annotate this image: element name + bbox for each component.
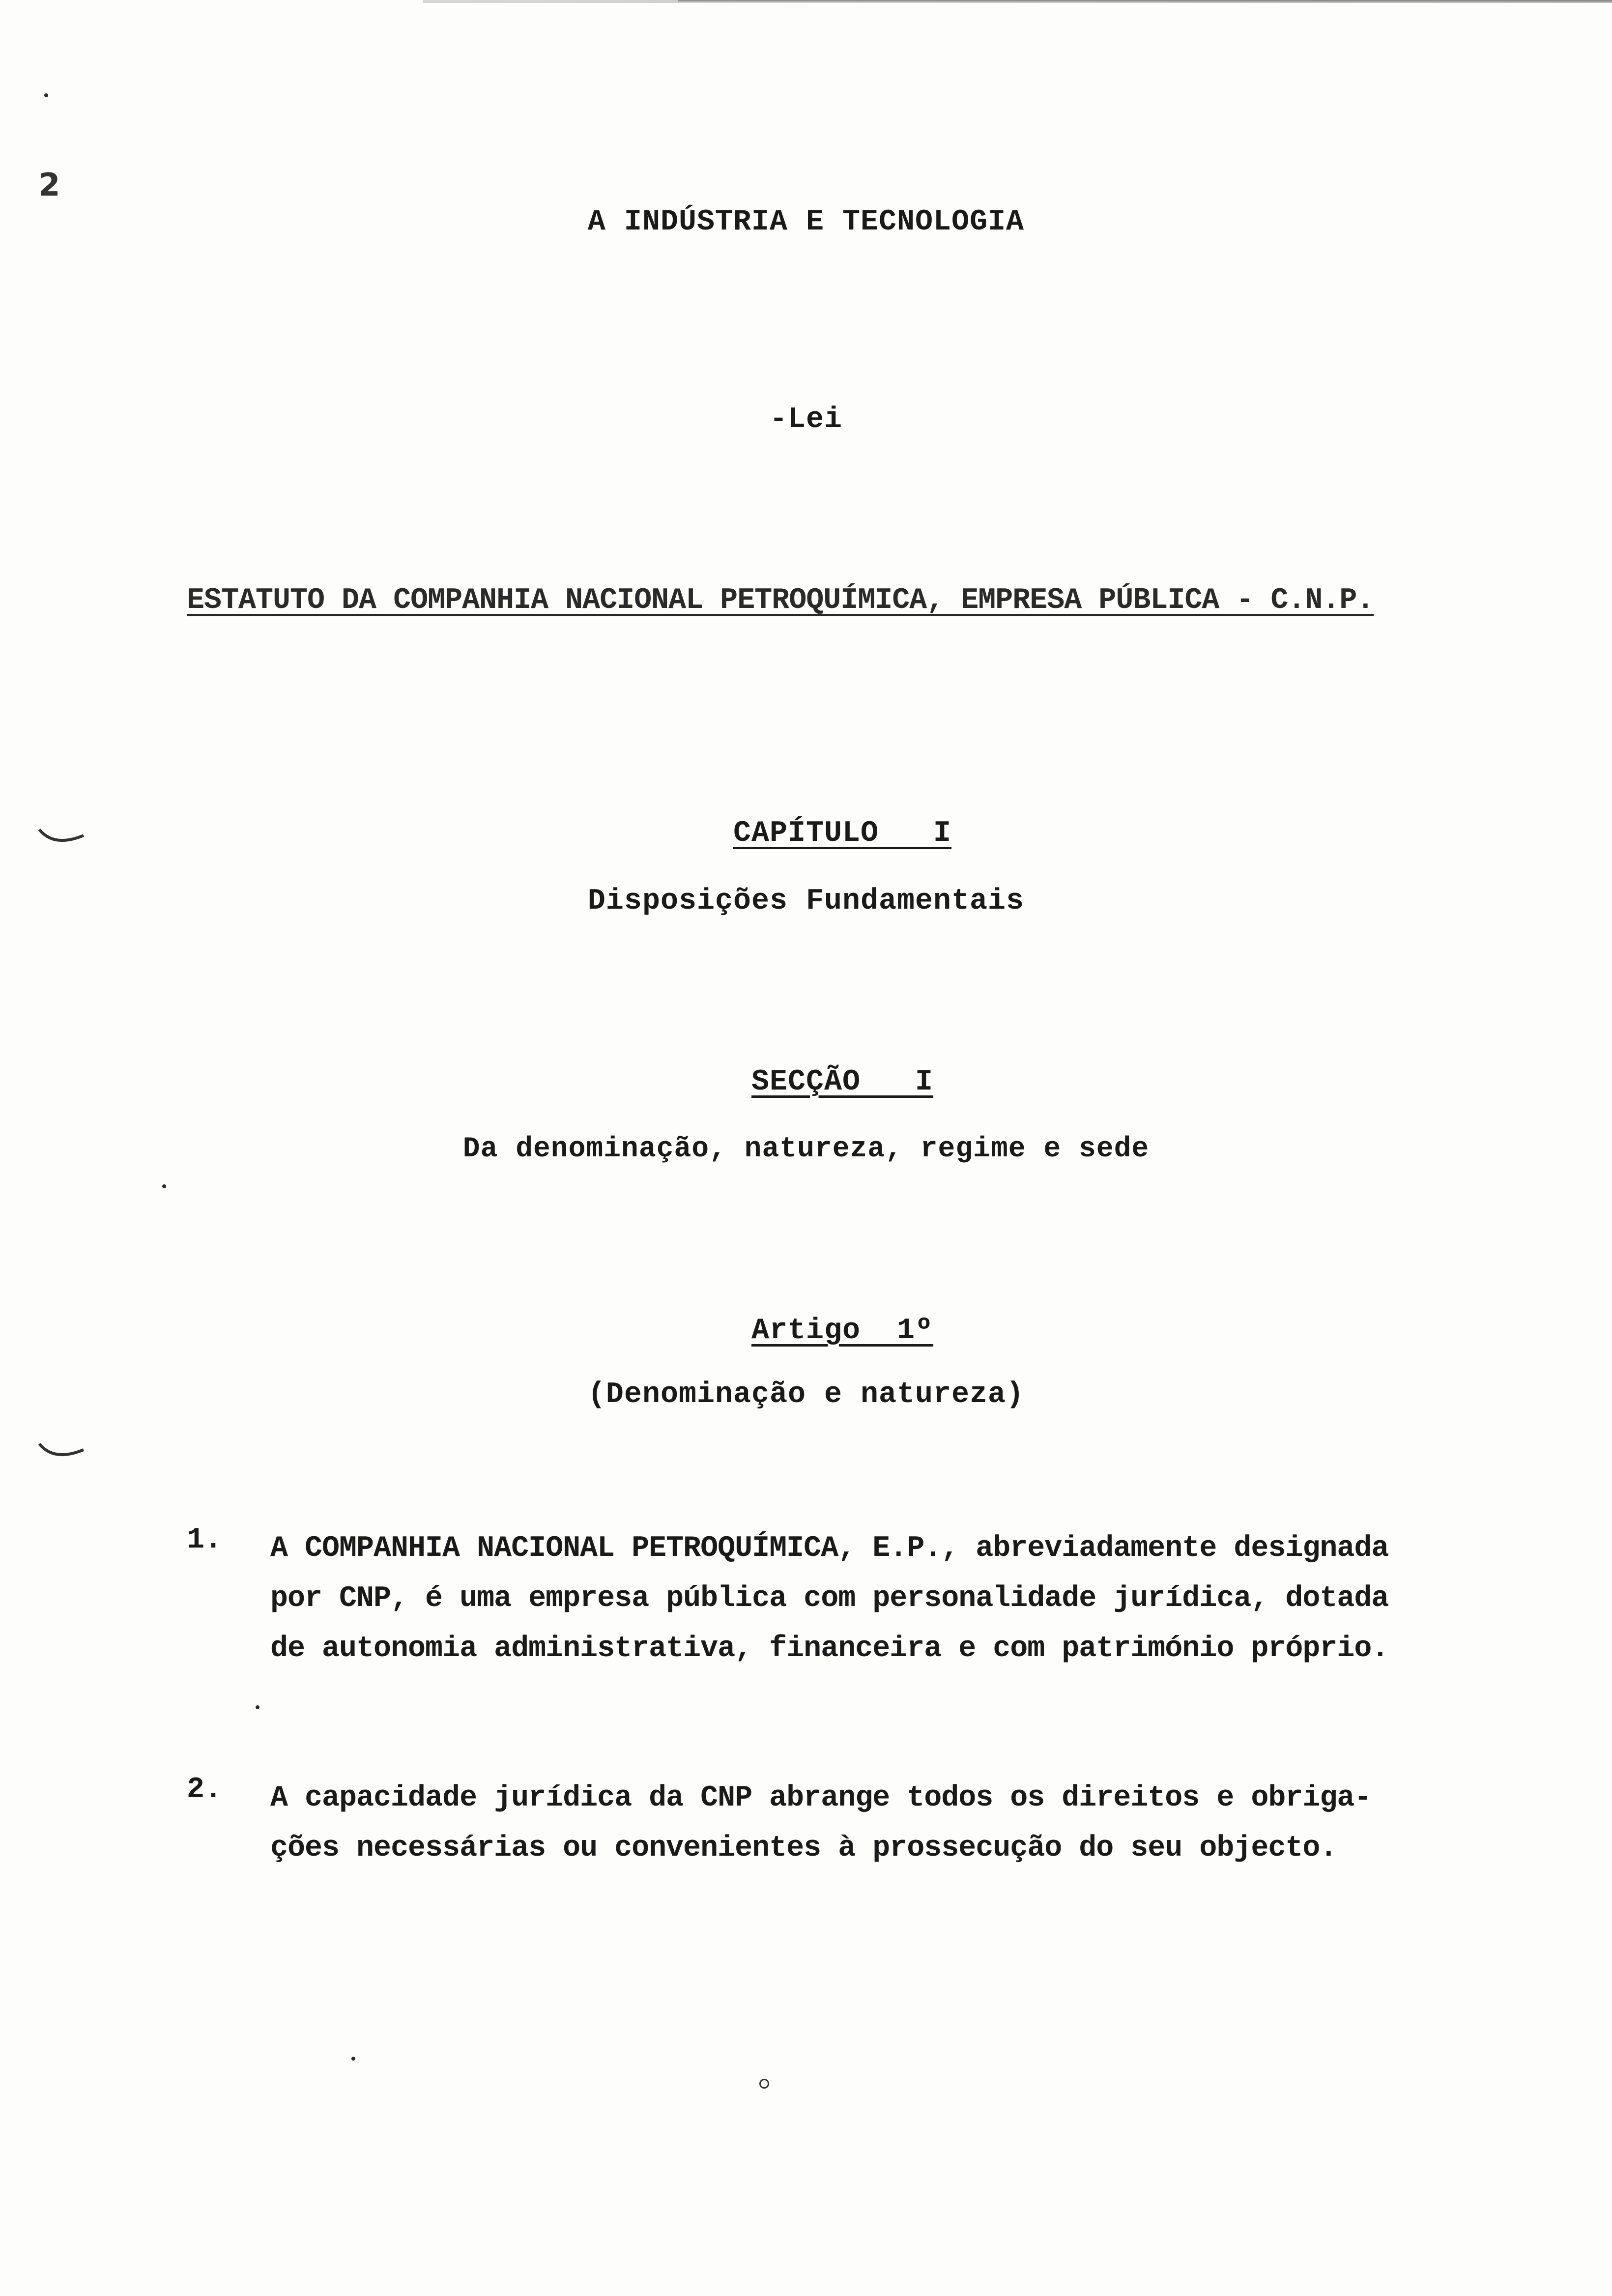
article-title: (Denominação e natureza) — [587, 1378, 1025, 1411]
statute-title: ESTATUTO DA COMPANHIA NACIONAL PETROQUÍMICA, EMPRESA PÚBLICA - C.N.P. — [187, 584, 1374, 617]
section-label: SECÇÃO I — [751, 1065, 934, 1099]
paragraph-line: A COMPANHIA NACIONAL PETROQUÍMICA, E.P., abreviadamente designada — [270, 1532, 1389, 1565]
paragraph-number: 1. — [187, 1523, 223, 1557]
paragraph-line: ções necessárias ou convenientes à prossecução do seu objecto. — [270, 1832, 1337, 1865]
scan-speck — [759, 2079, 769, 2089]
margin-bracket-mark — [34, 1440, 88, 1469]
article-label-wrapper — [0, 1281, 1612, 1381]
margin-page-mark: 2 — [38, 167, 60, 203]
scan-speck — [351, 2057, 355, 2061]
paragraph-line: por CNP, é uma empresa pública com personalidade jurídica, dotada — [270, 1582, 1389, 1615]
chapter-title: Disposições Fundamentais — [587, 885, 1025, 918]
paragraph-text — [270, 1773, 1573, 1873]
paragraph-text — [270, 1523, 1573, 1674]
article-label: Artigo 1º — [751, 1314, 934, 1348]
scan-speck — [256, 1705, 259, 1709]
chapter-label: CAPÍTULO I — [733, 817, 952, 850]
law-label: -Lei — [769, 403, 843, 436]
scan-speck — [162, 1184, 166, 1188]
scan-speck — [44, 93, 48, 97]
paragraph-line: A capacidade jurídica da CNP abrange todos os direitos e obriga- — [270, 1781, 1372, 1815]
paragraph-number: 2. — [187, 1773, 223, 1807]
paragraph-line: de autonomia administrativa, financeira e com património próprio. — [270, 1632, 1389, 1665]
scan-edge-line-secondary — [678, 0, 1612, 1]
section-label-wrapper — [0, 1032, 1612, 1132]
chapter-label-wrapper — [0, 783, 1612, 884]
section-title: Da denominação, natureza, regime e sede — [462, 1133, 1150, 1165]
page-heading: A INDÚSTRIA E TECNOLOGIA — [587, 205, 1025, 239]
